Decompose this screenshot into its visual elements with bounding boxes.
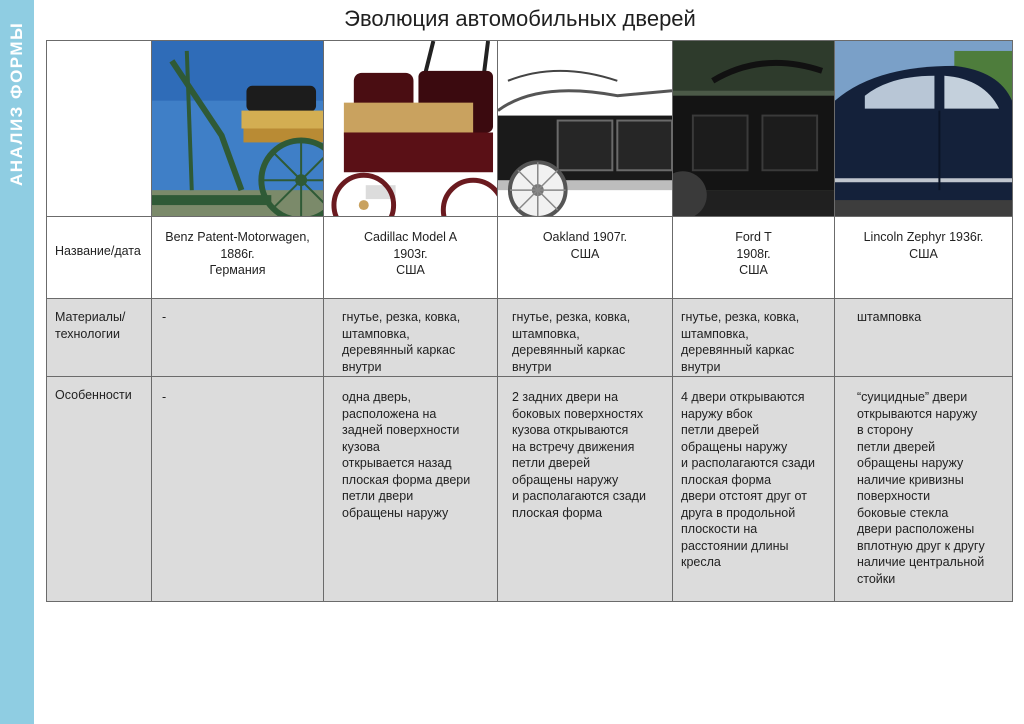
features-cell [835, 377, 1013, 602]
materials-cell [498, 299, 673, 377]
materials-cell [324, 299, 498, 377]
features-cell [498, 377, 673, 602]
row-label-features [47, 377, 152, 602]
materials-text: гнутье, резка, ковка, штамповка, деревянный каркас внутри [681, 310, 800, 374]
materials-cell [152, 299, 324, 377]
row-label-text: Особенности [55, 388, 132, 402]
features-text: - [162, 390, 167, 404]
sidebar-strip [0, 0, 34, 724]
oakland-1907-photo [498, 41, 673, 217]
row-label-text: Материалы/ технологии [55, 310, 126, 341]
row-label-materials [47, 299, 152, 377]
cadillac-model-a-photo [324, 41, 498, 217]
materials-text: гнутье, резка, ковка, штамповка, деревянный каркас внутри [342, 310, 461, 374]
features-cell [673, 377, 835, 602]
name-cell [835, 217, 1013, 299]
features-text: одна дверь, расположена на задней поверхности кузова открывается назад плоская форма двери петли двери обращены наружу [342, 390, 471, 520]
features-text: “суицидные” двери открываются наружу в сторону петли дверей обращены наружу наличие кривизны поверхности боковые стекла двери расположены вплотную друг к другу наличие центральной стойки [857, 390, 985, 586]
model-name: Oakland 1907г. США [542, 230, 628, 261]
features-text: 2 задних двери на боковых поверхностях кузова открываются на встречу движения петли дверей обращены наружу и располагаются сзади плоская форма [512, 390, 646, 520]
materials-cell [835, 299, 1013, 377]
features-text: 4 двери открываются наружу вбок петли дверей обращены наружу и располагаются сзади плоская форма двери отстоят друг от друга в продольной плоскости на расстоянии длины кресла [681, 390, 815, 569]
name-date-row [47, 217, 1013, 299]
name-cell [498, 217, 673, 299]
name-cell [152, 217, 324, 299]
model-name: Benz Patent-Motorwagen, 1886г. Германия [165, 230, 310, 277]
materials-cell [673, 299, 835, 377]
name-cell [673, 217, 835, 299]
sidebar-label: АНАЛИЗ ФОРМЫ [7, 21, 26, 186]
photo-row [47, 41, 1013, 217]
corner-cell [47, 41, 152, 217]
name-cell [324, 217, 498, 299]
model-name: Lincoln Zephyr 1936г. США [863, 230, 984, 261]
row-label-text: Название/дата [55, 244, 141, 258]
materials-row [47, 299, 1013, 377]
model-name: Ford T 1908г. США [735, 230, 772, 277]
materials-text: штамповка [857, 310, 922, 324]
features-row [47, 377, 1013, 602]
benz-motorwagen-photo [152, 41, 324, 217]
materials-text: гнутье, резка, ковка, штамповка, деревянный каркас внутри [512, 310, 631, 374]
model-name: Cadillac Model A 1903г. США [363, 230, 458, 277]
row-label-name-date [47, 217, 152, 299]
features-cell [324, 377, 498, 602]
lincoln-zephyr-photo [835, 41, 1013, 217]
page-title: Эволюция автомобильных дверей [344, 6, 696, 31]
features-cell [152, 377, 324, 602]
ford-t-photo [673, 41, 835, 217]
materials-text: - [162, 310, 167, 324]
comparison-table [46, 40, 1013, 602]
